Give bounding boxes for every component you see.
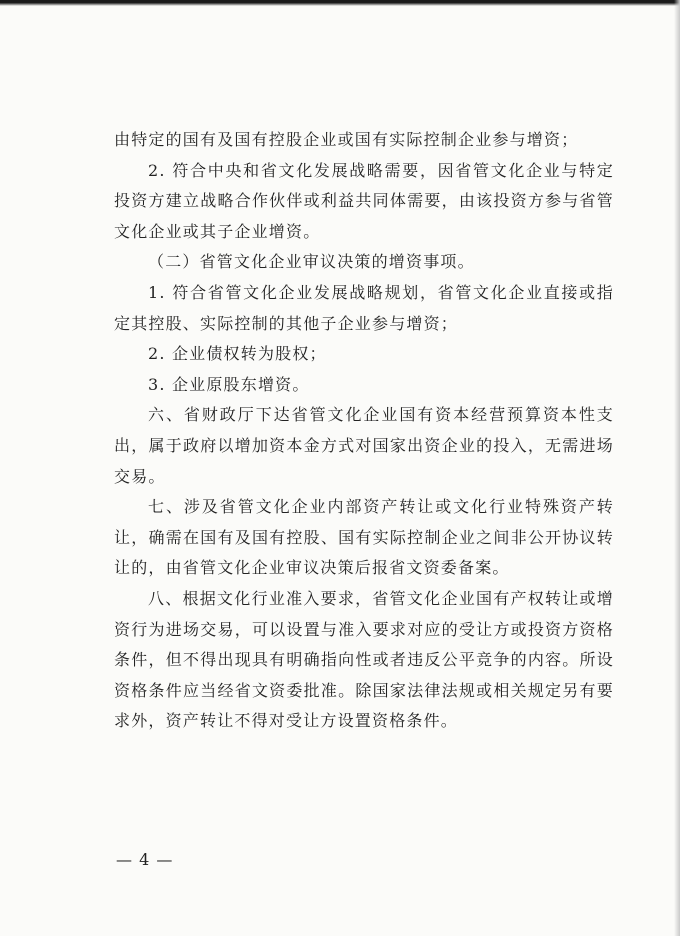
scan-right-edge bbox=[674, 0, 680, 936]
paragraph-7: 六、省财政厅下达省管文化企业国有资本经营预算资本性支出，属于政府以增加资本金方式对国家出资企业的投入，无需进场交易。 bbox=[114, 405, 614, 486]
paragraph-1: 由特定的国有及国有控股企业或国有实际控制企业参与增资； bbox=[114, 130, 579, 149]
page-number: — 4 — bbox=[116, 850, 174, 869]
paragraph-4: 1. 符合省管文化企业发展战略规划，省管文化企业直接或指定其控股、实际控制的其他子企业参与增资； bbox=[114, 282, 614, 333]
paragraph-6: 3. 企业原股东增资。 bbox=[148, 374, 310, 394]
paragraph-3: （二）省管文化企业审议决策的增资事项。 bbox=[148, 252, 475, 272]
paragraph-2: 2. 符合中央和省文化发展战略需要，因省管文化企业与特定投资方建立战略合作伙伴或利益共同体需要，由该投资方参与省管文化企业或其子企业增资。 bbox=[114, 160, 614, 241]
document-body bbox=[114, 125, 614, 737]
paragraph-9: 八、根据文化行业准入要求，省管文化企业国有产权转让或增资行为进场交易，可以设置与准入要求对应的受让方或投资方资格条件，但不得出现具有明确指向性或者违反公平竞争的内容。所设资格条件应当经省文资委批准。除国家法律法规或相关规定另有要求外，资产转让不得对受让方设置资格条件。 bbox=[114, 588, 614, 731]
scan-top-edge bbox=[0, 0, 680, 6]
paragraph-8: 七、涉及省管文化企业内部资产转让或文化行业特殊资产转让，确需在国有及国有控股、国有实际控制企业之间非公开协议转让的，由省管文化企业审议决策后报省文资委备案。 bbox=[114, 497, 614, 578]
paragraph-5: 2. 企业债权转为股权； bbox=[148, 344, 327, 364]
